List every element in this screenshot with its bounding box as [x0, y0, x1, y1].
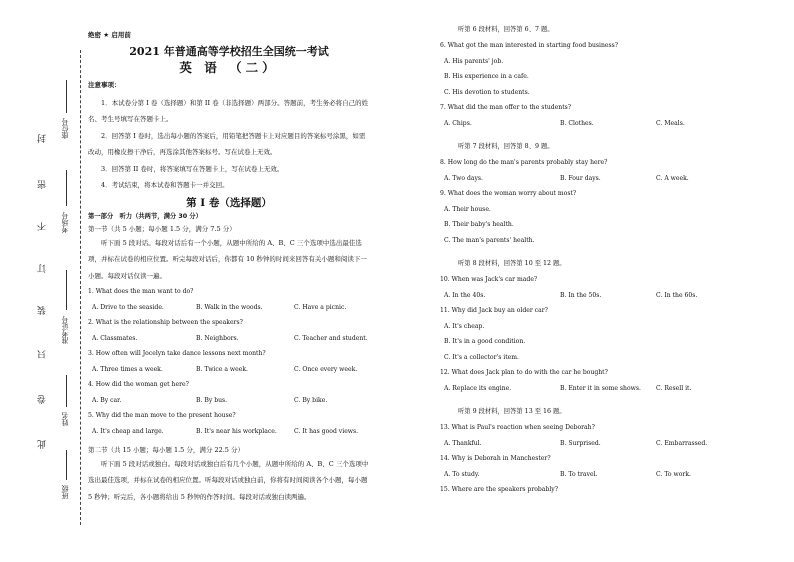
option-b[interactable]: B. Their baby's health.	[444, 221, 514, 228]
field-class: 班级	[61, 485, 69, 499]
section-title: 第 I 卷（选择题）	[186, 196, 272, 209]
option-c[interactable]: C. A week.	[656, 174, 689, 182]
field-name: 姓名	[61, 412, 69, 426]
option-c[interactable]: C. To work.	[656, 470, 691, 478]
exam-title: 2021 年普通高等学校招生全国统一考试	[129, 44, 329, 58]
question-stem: 3. How often will Jocelyn take dance lessons next month?	[88, 350, 266, 358]
question-stem: 4. How did the woman get here?	[88, 381, 189, 389]
options-row	[88, 300, 370, 316]
field-line	[66, 375, 67, 407]
field-exam-room: 考场号	[61, 212, 69, 233]
note-item: 4．考试结束，将本试卷和答题卡一并交回。	[101, 181, 229, 189]
option-a[interactable]: A. Two days.	[444, 174, 483, 182]
option-c[interactable]: C. Embarrassed.	[656, 439, 708, 447]
option-b[interactable]: B. Enter it in some shows.	[560, 384, 641, 392]
question-stem: 5. Why did the man move to the present house?	[88, 412, 236, 420]
question-2	[88, 315, 370, 346]
option-a[interactable]: A. Thankful.	[444, 439, 482, 447]
options-row	[440, 116, 760, 132]
right-column	[440, 22, 760, 498]
option-b[interactable]: B. It's in a good condition.	[444, 338, 526, 345]
options-row	[440, 288, 760, 304]
seal-char: 装	[38, 306, 48, 315]
material-instruction: 听第 6 段材料，回答第 6、7 题。	[458, 26, 554, 33]
binding-margin	[0, 0, 90, 562]
seal-char: 只	[38, 350, 48, 359]
question-stem: 15. Where are the speakers probably?	[440, 486, 559, 493]
question-3	[88, 346, 370, 377]
field-line	[66, 270, 67, 310]
options-row	[440, 171, 760, 187]
note-item: 1．本试卷分第 I 卷（选择题）和第 II 卷（非选择题）两部分。答题前，考生务必将自己的姓名、考生号填写在答题卡上。	[88, 98, 369, 123]
option-b[interactable]: B. By bus.	[196, 396, 228, 404]
options-row	[88, 331, 370, 347]
options-row	[88, 393, 370, 409]
question-stem: 8. How long do the man's parents probably stay here?	[440, 159, 608, 166]
option-b[interactable]: B. His experience in a cafe.	[444, 73, 529, 80]
question-stem: 14. Why is Deborah in Manchester?	[440, 455, 551, 462]
option-a[interactable]: A. By car.	[92, 396, 122, 404]
option-c[interactable]: C. In the 60s.	[656, 291, 698, 299]
seal-char: 订	[38, 264, 48, 273]
option-c[interactable]: C. Meals.	[656, 119, 685, 127]
options-row	[440, 467, 760, 483]
subject-title: 英 语 （二）	[179, 59, 279, 75]
note-item: 2．回答第 I 卷时，选出每小题的答案后，用铅笔把答题卡上对应题目的答案标号涂黑，如需改动，用橡皮擦干净后，再选涂其他答案标号。写在试卷上无效。	[88, 131, 366, 156]
part-heading: 第一部分 听力（共两节，满分 30 分）	[88, 213, 202, 220]
left-column	[88, 32, 370, 505]
option-c[interactable]: C. It has good views.	[294, 427, 359, 435]
option-a[interactable]: A. Their house.	[444, 205, 491, 213]
field-line	[66, 170, 67, 206]
question-stem: 1. What does the man want to do?	[88, 288, 194, 296]
question-stem: 13. What is Paul's reaction when seeing Deborah?	[440, 424, 595, 431]
spacer	[440, 396, 760, 404]
seal-char: 不	[38, 222, 48, 231]
question-4	[88, 377, 370, 408]
option-a[interactable]: A. His parents' job.	[444, 57, 504, 65]
option-b[interactable]: B. It's near his workplace.	[196, 427, 277, 435]
subsection-heading: 第一节（共 5 小题；每小题 1.5 分，满分 7.5 分）	[88, 225, 236, 234]
option-b[interactable]: B. In the 50s.	[560, 291, 602, 299]
option-a[interactable]: A. Replace its engine.	[444, 384, 512, 392]
seal-char: 密	[38, 180, 48, 189]
question-1	[88, 284, 370, 315]
subsection-instructions: 听下面 5 段对话。每段对话后有一个小题，从题中所给的 A、B、C 三个选项中选出最佳选项，并标在试卷的相应位置。听完每段对话后，你都有 10 秒钟的时间来回答有关小题和阅读下一小题。每段对话仅读一遍。	[88, 238, 367, 280]
option-a[interactable]: A. It's cheap and large.	[92, 427, 164, 435]
option-c[interactable]: C. His devotion to students.	[444, 88, 530, 96]
options-row	[440, 381, 760, 397]
options-row	[88, 362, 370, 378]
seal-char: 卷	[38, 395, 48, 404]
option-a[interactable]: A. Chips.	[444, 119, 472, 127]
option-c[interactable]: C. Have a picnic.	[294, 303, 347, 311]
option-a[interactable]: A. To study.	[444, 470, 480, 478]
option-c[interactable]: C. The man's parents' health.	[444, 236, 535, 244]
subsection-instructions: 听下面 5 段对话或独白。每段对话或独白后有几个小题，从题中所给的 A、B、C 三个选项中选出最佳选项，并标在试卷的相应位置。听每段对话或独白前，你将有时间阅读各个小题，每小题 5 秒钟；听完后，各小题将给出 5 秒钟的作答时间。每段对话或独白读两遍。	[88, 459, 369, 501]
seal-dashed-line	[80, 50, 81, 525]
notes-heading: 注意事项：	[88, 81, 121, 89]
option-a[interactable]: A. In the 40s.	[444, 291, 486, 299]
spacer	[440, 131, 760, 139]
question-stem: 12. What does Jack plan to do with the car he bought?	[440, 369, 608, 376]
material-instruction: 听第 9 段材料，回答第 13 至 16 题。	[458, 408, 566, 415]
option-b[interactable]: B. Surprised.	[560, 439, 601, 447]
question-stem: 10. When was Jack's car made?	[440, 276, 538, 283]
field-admission-no: 准考证号	[61, 316, 69, 344]
field-seat-no: 座位号	[61, 118, 69, 139]
option-a[interactable]: A. It's cheap.	[444, 322, 485, 330]
secret-label: 绝密 ★ 启用前	[88, 31, 131, 39]
option-a[interactable]: A. Drive to the seaside.	[92, 303, 164, 311]
option-a[interactable]: A. Three times a week.	[92, 365, 163, 373]
options-row	[88, 424, 370, 440]
option-b[interactable]: B. Twice a week.	[196, 365, 248, 373]
option-c[interactable]: C. Once every week.	[294, 365, 358, 373]
material-instruction: 听第 8 段材料，回答第 10 至 12 题。	[458, 260, 566, 267]
option-b[interactable]: B. Neighbors.	[196, 334, 239, 342]
question-stem: 7. What did the man offer to the students?	[440, 104, 572, 111]
seal-char: 封	[38, 134, 48, 143]
option-b[interactable]: B. Clothes.	[560, 119, 594, 127]
option-b[interactable]: B. Walk in the woods.	[196, 303, 263, 311]
option-c[interactable]: C. It's a collector's item.	[444, 353, 519, 361]
question-stem: 2. What is the relationship between the speakers?	[88, 319, 243, 327]
question-stem: 11. Why did Jack buy an older car?	[440, 307, 548, 314]
question-stem: 6. What got the man interested in starting food business?	[440, 42, 619, 49]
option-b[interactable]: B. Four days.	[560, 174, 601, 182]
field-line	[66, 450, 67, 480]
option-c[interactable]: C. Resell it.	[656, 384, 692, 392]
field-line	[66, 80, 67, 113]
option-c[interactable]: C. Teacher and student.	[294, 334, 368, 342]
seal-char: 此	[38, 440, 48, 449]
question-5	[88, 408, 370, 439]
options-row	[440, 436, 760, 452]
question-stem: 9. What does the woman worry about most?	[440, 190, 577, 197]
material-instruction: 听第 7 段材料，回答第 8、9 题。	[458, 143, 554, 150]
spacer	[440, 248, 760, 256]
note-item: 3．回答第 II 卷时，将答案填写在答题卡上，写在试卷上无效。	[101, 164, 284, 173]
option-a[interactable]: A. Classmates.	[92, 334, 138, 342]
option-b[interactable]: B. To travel.	[560, 470, 598, 478]
subsection-heading: 第二节（共 15 小题；每小题 1.5 分，满分 22.5 分）	[88, 446, 244, 455]
option-c[interactable]: C. By bike.	[294, 396, 328, 404]
